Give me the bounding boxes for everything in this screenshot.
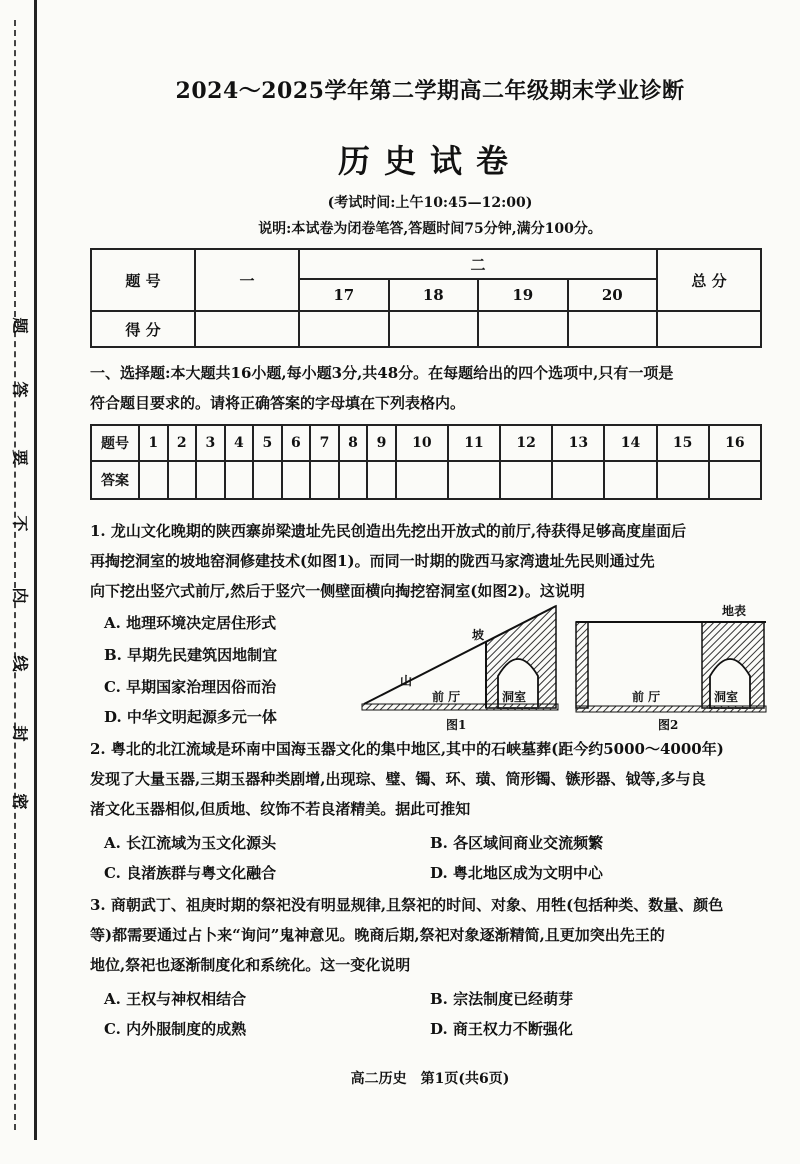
question-3-option-b[interactable]: B. 宗法制度已经萌芽 (430, 990, 574, 1008)
figure-2-cave-label: 洞室 (714, 690, 739, 704)
score-table-item: 20 (568, 279, 658, 311)
exam-time: (考试时间:上午10:45—12:00) (327, 195, 533, 211)
figure-1 (360, 602, 560, 714)
question-text-line: 2. 粤北的北江流域是环南中国海玉器文化的集中地区,其中的石峡墓葬(距今约5000～4000年) (90, 740, 724, 758)
answer-table-number: 13 (552, 425, 604, 461)
figure-2 (574, 606, 768, 714)
binding-char: 线 (10, 655, 30, 672)
answer-cell[interactable] (196, 461, 225, 499)
binding-margin (0, 0, 60, 1164)
score-cell[interactable] (478, 311, 568, 347)
question-3-option-a[interactable]: A. 王权与神权相结合 (104, 990, 247, 1008)
exam-main-title: 2024～2025学年第二学期高二年级期末学业诊断 (175, 78, 685, 104)
question-3-option-c[interactable]: C. 内外服制度的成熟 (104, 1020, 247, 1038)
answer-cell[interactable] (253, 461, 282, 499)
binding-dashed-line (14, 20, 16, 1130)
figure-2-hall-label: 前 厅 (632, 690, 661, 704)
answer-cell[interactable] (282, 461, 311, 499)
question-1-option-c[interactable]: C. 早期国家治理因俗而治 (104, 678, 277, 696)
answer-table-number: 9 (367, 425, 396, 461)
score-table-number-label: 题 号 (91, 249, 195, 311)
binding-char: 不 (10, 515, 30, 532)
answer-table-number: 10 (396, 425, 448, 461)
figure-1-mountain-label: 山 (400, 674, 413, 688)
score-table (90, 248, 762, 348)
figure-1-slope-label: 坡 (472, 628, 485, 642)
answer-table-number: 3 (196, 425, 225, 461)
answer-cell[interactable] (339, 461, 368, 499)
answer-table-number: 11 (448, 425, 500, 461)
answer-table-number: 7 (310, 425, 339, 461)
score-cell[interactable] (568, 311, 658, 347)
score-cell[interactable] (657, 311, 761, 347)
binding-char: 封 (10, 725, 30, 742)
question-text-line: 向下挖出竖穴式前厅,然后于竖穴一侧壁面横向掏挖窑洞室(如图2)。这说明 (90, 582, 585, 600)
score-table-item: 18 (389, 279, 479, 311)
score-cell[interactable] (389, 311, 479, 347)
answer-cell[interactable] (139, 461, 168, 499)
answer-table-number: 6 (282, 425, 311, 461)
answer-cell[interactable] (367, 461, 396, 499)
binding-char: 内 (10, 587, 30, 604)
answer-table-answer-label: 答案 (91, 461, 139, 499)
section-one-intro-line: 一、选择题:本大题共16小题,每小题3分,共48分。在每题给出的四个选项中,只有一项是 (90, 364, 674, 382)
question-text-line: 发现了大量玉器,三期玉器种类剧增,出现琮、璧、镯、环、璜、筒形镯、镞形器、钺等,多与良 (90, 770, 706, 788)
question-1-option-d[interactable]: D. 中华文明起源多元一体 (104, 708, 277, 726)
figure-1-cave-label: 洞室 (502, 690, 527, 704)
question-2 (90, 734, 770, 824)
answer-table (90, 424, 762, 500)
score-table-item: 17 (299, 279, 389, 311)
answer-cell[interactable] (552, 461, 604, 499)
answer-cell[interactable] (448, 461, 500, 499)
answer-cell[interactable] (225, 461, 254, 499)
question-3-option-d[interactable]: D. 商王权力不断强化 (430, 1020, 573, 1038)
exam-note: 说明:本试卷为闭卷笔答,答题时间75分钟,满分100分。 (258, 221, 602, 237)
binding-solid-line (34, 0, 37, 1140)
score-table-score-label: 得 分 (91, 311, 195, 347)
question-2-option-b[interactable]: B. 各区域间商业交流频繁 (430, 834, 604, 852)
section-one-intro-line: 符合题目要求的。请将正确答案的字母填在下列表格内。 (90, 394, 466, 412)
question-text-line: 1. 龙山文化晚期的陕西寨峁梁遗址先民创造出先挖出开放式的前厅,待获得足够高度崖面后 (90, 522, 687, 540)
answer-table-number: 16 (709, 425, 761, 461)
question-1-option-a[interactable]: A. 地理环境决定居住形式 (104, 614, 277, 632)
answer-cell[interactable] (310, 461, 339, 499)
answer-table-number: 12 (500, 425, 552, 461)
question-2-option-c[interactable]: C. 良渚族群与粤文化融合 (104, 864, 277, 882)
figure-2-caption: 图2 (658, 718, 679, 732)
answer-table-number: 4 (225, 425, 254, 461)
binding-char: 题 (10, 317, 30, 334)
question-text-line: 等)都需要通过占卜来“询问”鬼神意见。晚商后期,祭祀对象逐渐精简,且更加突出先王的 (90, 926, 665, 944)
score-cell[interactable] (195, 311, 299, 347)
answer-table-number: 8 (339, 425, 368, 461)
score-cell[interactable] (299, 311, 389, 347)
answer-table-number: 2 (168, 425, 197, 461)
figure-2-surface-label: 地表 (722, 604, 747, 618)
binding-char: 答 (10, 381, 30, 398)
answer-cell[interactable] (168, 461, 197, 499)
answer-table-number: 1 (139, 425, 168, 461)
question-1 (90, 516, 770, 606)
page-footer: 高二历史 第1页(共6页) (350, 1071, 510, 1087)
question-1-option-b[interactable]: B. 早期先民建筑因地制宜 (104, 646, 278, 664)
figure-1-caption: 图1 (446, 718, 467, 732)
binding-char: 密 (10, 793, 30, 810)
question-2-option-a[interactable]: A. 长江流域为玉文化源头 (104, 834, 277, 852)
binding-char: 要 (10, 449, 30, 466)
section-one-intro (90, 358, 766, 418)
figure-2-diagram (574, 606, 768, 714)
score-table-part-two: 二 (299, 249, 657, 279)
answer-table-number: 14 (604, 425, 656, 461)
question-text-line: 地位,祭祀也逐渐制度化和系统化。这一变化说明 (90, 956, 411, 974)
answer-table-number: 15 (657, 425, 709, 461)
question-text-line: 渚文化玉器相似,但质地、纹饰不若良渚精美。据此可推知 (90, 800, 471, 818)
question-text-line: 3. 商朝武丁、祖庚时期的祭祀没有明显规律,且祭祀的时间、对象、用牲(包括种类、数量、颜色 (90, 896, 724, 914)
answer-table-number: 5 (253, 425, 282, 461)
score-table-item: 19 (478, 279, 568, 311)
question-text-line: 再掏挖洞室的坡地窑洞修建技术(如图1)。而同一时期的陇西马家湾遗址先民则通过先 (90, 552, 655, 570)
figure-1-hall-label: 前 厅 (432, 690, 461, 704)
answer-cell[interactable] (396, 461, 448, 499)
question-2-option-d[interactable]: D. 粤北地区成为文明中心 (430, 864, 603, 882)
answer-cell[interactable] (709, 461, 761, 499)
answer-table-number-label: 题号 (91, 425, 139, 461)
answer-cell[interactable] (500, 461, 552, 499)
answer-cell[interactable] (604, 461, 656, 499)
subject-title: 历史试卷 (337, 142, 522, 180)
question-3 (90, 890, 770, 980)
score-table-part-one: 一 (195, 249, 299, 311)
answer-cell[interactable] (657, 461, 709, 499)
score-table-total: 总 分 (657, 249, 761, 311)
